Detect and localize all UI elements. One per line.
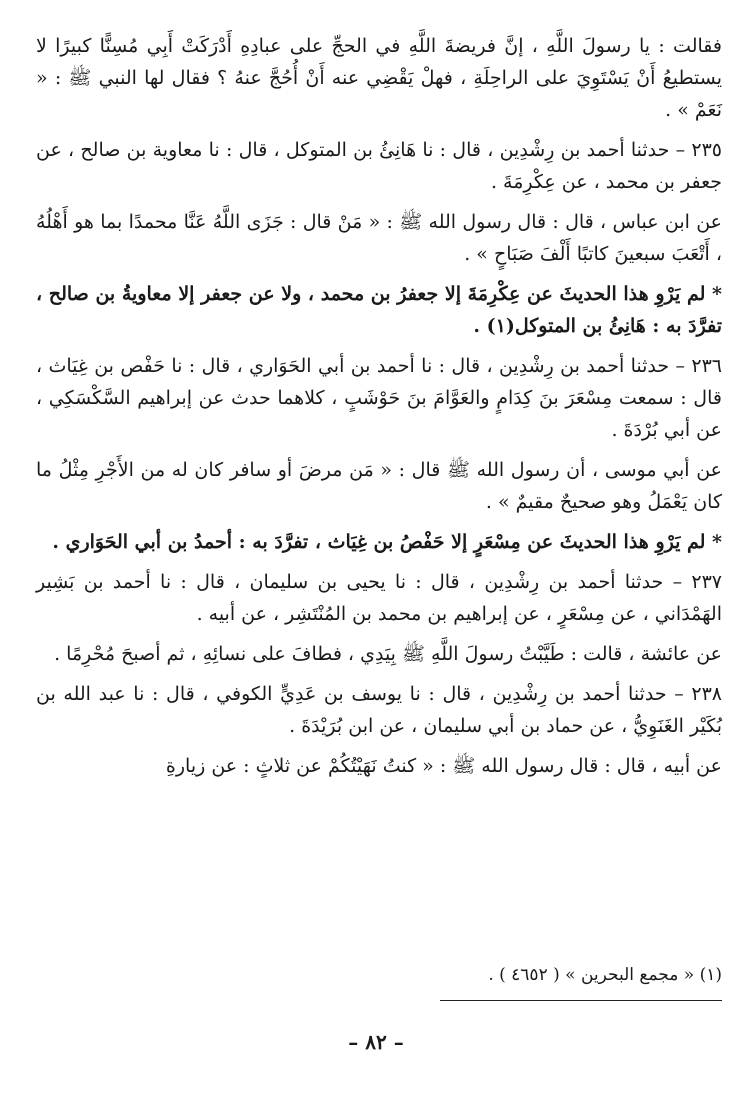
hadith-236-isnad: ٢٣٦ – حدثنا أحمد بن رِشْدِين ، قال : نا أحمد بن أبي الحَوَاري ، قال : نا حَفْص بن غِيَاث ، قال : سمعت مِسْعَرَ بنَ كِدَامٍ والعَوَّامَ بنَ حَوْشَبٍ ، كلاهما حدث عن إبراهيم السَّكْسَكِي ، عن أبي بُرْدَةَ .: [36, 355, 722, 441]
paragraph-1: فقالت : يا رسولَ اللَّهِ ، إنَّ فريضةَ اللَّهِ في الحجِّ على عبادِهِ أَدْرَكَتْ أَبِي مُسِنًّا كبيرًا لا يستطيعُ أَنْ يَسْتَوِيَ على الراحِلَةِ ، فهلْ يَقْضِي عنه أَنْ أُحُجَّ عنهُ ؟ فقال لها النبي ﷺ : « نَعَمْ » .: [36, 35, 722, 121]
page-body: [36, 30, 722, 790]
hadith-235-matn: عن ابن عباس ، قال : قال رسول الله ﷺ : « مَنْ قال : جَزَى اللَّهُ عَنَّا محمدًا بما هو أَهْلُهُ ، أَتْعَبَ سبعينَ كاتبًا أَلْفَ صَبَاحٍ » .: [36, 211, 722, 265]
footnote: (١) « مجمع البحرين » ( ٤٦٥٢ ) .: [488, 965, 722, 985]
footnote-separator: [440, 1000, 722, 1001]
hadith-235-isnad: ٢٣٥ – حدثنا أحمد بن رِشْدِين ، قال : نا هَانِئُ بن المتوكل ، قال : نا معاوية بن صالح ، عن جعفر بن محمد ، عن عِكْرِمَةَ .: [36, 139, 722, 193]
hadith-237-isnad: ٢٣٧ – حدثنا أحمد بن رِشْدِين ، قال : نا يحيى بن سليمان ، قال : نا أحمد بن بَشِير الهَمْدَاني ، عن مِسْعَرٍ ، عن إبراهيم بن محمد بن المُنْتَشِر ، عن أبيه .: [36, 571, 722, 625]
hadith-236-comment: * لم يَرْوِ هذا الحديثَ عن مِسْعَرٍ إلا حَفْصُ بن غِيَاث ، تفرَّدَ به : أحمدُ بن أبي الحَوَاري .: [52, 531, 722, 553]
hadith-235-comment: * لم يَرْوِ هذا الحديثَ عن عِكْرِمَةَ إلا جعفرُ بن محمد ، ولا عن جعفر إلا معاويةُ بن صالح ، تفرَّدَ به : هَانِئُ بن المتوكل(١) .: [36, 283, 722, 337]
hadith-237-matn: عن عائشة ، قالت : طَيَّبْتُ رسولَ اللَّهِ ﷺ بِيَدِي ، فطافَ على نسائِهِ ، ثم أصبحَ مُحْرِمًا .: [54, 643, 722, 665]
page-number: – ٨٢ –: [348, 1030, 404, 1054]
hadith-238-isnad: ٢٣٨ – حدثنا أحمد بن رِشْدِين ، قال : نا يوسف بن عَدِيٍّ الكوفي ، قال : نا عبد الله بن بُكَيْر الغَنَوِيُّ ، عن حماد بن أبي سليمان ، عن ابن بُرَيْدَةَ .: [36, 683, 722, 737]
hadith-238-matn: عن أبيه ، قال : قال رسول الله ﷺ : « كنتُ نَهَيْتُكُمْ عن ثلاثٍ : عن زيارةِ: [165, 755, 722, 777]
hadith-236-matn: عن أبي موسى ، أن رسول الله ﷺ قال : « مَن مرضَ أو سافر كان له من الأَجْرِ مِثْلُ ما كان يَعْمَلُ وهو صحيحٌ مقيمٌ » .: [36, 459, 722, 513]
